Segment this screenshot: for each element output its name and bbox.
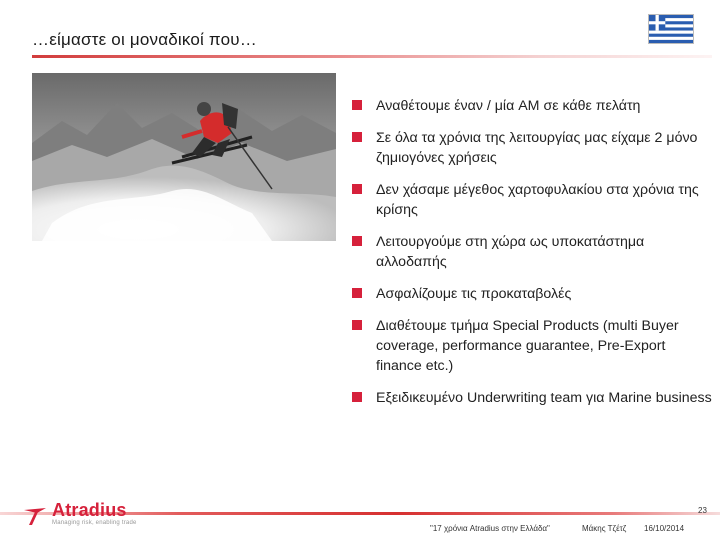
- square-bullet-icon: [352, 184, 362, 194]
- brand-name: Atradius: [52, 500, 127, 520]
- bullet-item: [352, 232, 712, 272]
- footer-presentation: "17 χρόνια Atradius στην Ελλάδα": [430, 524, 550, 533]
- brand-tagline: Managing risk, enabling trade: [52, 520, 137, 526]
- bullet-text: Λειτουργούμε στη χώρα ως υποκατάστημα αλλοδαπής: [376, 234, 645, 270]
- greece-flag-icon: [648, 14, 694, 44]
- square-bullet-icon: [352, 288, 362, 298]
- bullet-text: Ασφαλίζουμε τις προκαταβολές: [376, 286, 572, 302]
- footer-date: 16/10/2014: [644, 524, 685, 533]
- square-bullet-icon: [352, 392, 362, 402]
- slide-title: …είμαστε οι μοναδικοί που…: [32, 30, 257, 49]
- bullet-text: Σε όλα τα χρόνια της λειτουργίας μας είχαμε 2 μόνο ζημιογόνες χρήσεις: [376, 130, 698, 166]
- bullet-text: Αναθέτουμε έναν / μία AM σε κάθε πελάτη: [376, 98, 641, 114]
- square-bullet-icon: [352, 320, 362, 330]
- bullet-list: [352, 96, 712, 420]
- bullet-text: Διαθέτουμε τμήμα Special Products (multi Buyer coverage, performance guarantee, Pre-Export finance etc.): [376, 318, 679, 374]
- bullet-item: [352, 96, 712, 116]
- bullet-item: [352, 388, 712, 408]
- bullet-item: [352, 180, 712, 220]
- atradius-logo-icon: [22, 500, 48, 526]
- bullet-text: Εξειδικευμένο Underwriting team για Marine business: [376, 390, 712, 406]
- square-bullet-icon: [352, 100, 362, 110]
- atradius-logo: [22, 500, 162, 530]
- bullet-text: Δεν χάσαμε μέγεθος χαρτοφυλακίου στα χρόνια της κρίσης: [376, 182, 699, 218]
- bullet-item: [352, 316, 712, 376]
- page-number: 23: [698, 506, 707, 515]
- square-bullet-icon: [352, 236, 362, 246]
- bullet-item: [352, 284, 712, 304]
- bullet-item: [352, 128, 712, 168]
- square-bullet-icon: [352, 132, 362, 142]
- skier-jump-photo: [32, 73, 336, 241]
- footer-presenter: Μάκης Τζέτζ: [582, 524, 627, 533]
- title-divider: [32, 55, 712, 58]
